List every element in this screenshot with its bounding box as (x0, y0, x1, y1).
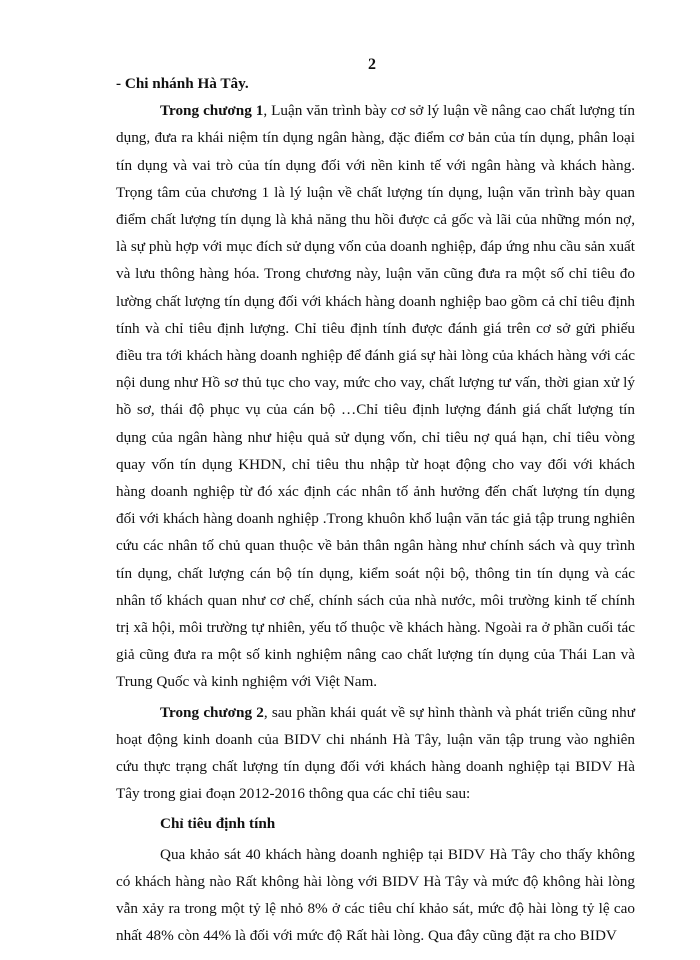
paragraph-survey: Qua khảo sát 40 khách hàng doanh nghiệp tại BIDV Hà Tây cho thấy không có khách hàng nào Rất không hài lòng với BIDV Hà Tây và mức độ không hài lòng vẫn xảy ra trong một tỷ lệ nhỏ 8% ở các tiêu chí khảo sát, mức độ hài lòng tỷ lệ cao nhất 48% còn 44% là đối với mức độ Rất hài lòng. Qua đây cũng đặt ra cho BIDV (116, 845, 635, 945)
chapter-2-lead: Trong chương 2 (160, 703, 264, 721)
paragraph-chapter-2 (116, 699, 635, 808)
chapter-1-lead: Trong chương 1 (160, 102, 264, 120)
branch-line: - Chi nhánh Hà Tây. (116, 75, 249, 92)
chapter-2-text: , sau phần khái quát về sự hình thành và phát triển cũng như hoạt động kinh doanh của BIDV chi nhánh Hà Tây, luận văn tập trung vào nghiên cứu thực trạng chất lượng tín dụng đối với khách hàng doanh nghiệp tại BIDV Hà Tây trong giai đoạn 2012-2016 thông qua các chỉ tiêu sau: (116, 703, 635, 803)
paragraph-chapter-1 (116, 97, 635, 695)
heading-qualitative-indicators: Chỉ tiêu định tính (160, 815, 276, 833)
document-body (116, 70, 635, 950)
page-number: 2 (368, 56, 376, 73)
chapter-1-text: , Luận văn trình bày cơ sở lý luận về nâng cao chất lượng tín dụng, đưa ra khái niệm tín dụng ngân hàng, đặc điểm cơ bản của tín dụng, phân loại tín dụng và vai trò của tín dụng đối với nền kinh tế với ngân hàng và khách hàng. Trọng tâm của chương 1 là lý luận về chất lượng tín dụng, luận văn trình bày quan điểm chất lượng tín dụng là khả năng thu hồi được cả gốc và lãi của những món nợ, là sự phù hợp với mục đích sử dụng vốn của doanh nghiệp, đáp ứng nhu cầu sản xuất và lưu thông hàng hóa. Trong chương này, luận văn cũng đưa ra một số chỉ tiêu đo lường chất lượng tín dụng đối với khách hàng doanh nghiệp bao gồm cả chỉ tiêu định tính và chỉ tiêu định lượng. Chỉ tiêu định tính được đánh giá trên cơ sở gửi phiếu điều tra tới khách hàng doanh nghiệp để đánh giá sự hài lòng của khách hàng với các nội dung như Hồ sơ thủ tục cho vay, mức cho vay, chất lượng tư vấn, thời gian xử lý hồ sơ, thái độ phục vụ của cán bộ …Chỉ tiêu định lượng đánh giá chất lượng tín dụng của ngân hàng như hiệu quả sử dụng vốn, chỉ tiêu nợ quá hạn, chỉ tiêu vòng quay vốn tín dụng KHDN, chỉ tiêu thu nhập từ hoạt động cho vay đối với khách hàng doanh nghiệp từ đó xác định các nhân tố ảnh hưởng đến chất lượng tín dụng đối với khách hàng doanh nghiệp .Trong khuôn khổ luận văn tác giả tập trung nghiên cứu các nhân tố chủ quan thuộc về bản thân ngân hàng như chính sách và quy trình tín dụng, chất lượng cán bộ tín dụng, kiểm soát nội bộ, thông tin tín dụng và các nhân tố khách quan như cơ chế, chính sách của nhà nước, môi trường kinh tế chính trị xã hội, môi trường tự nhiên, yếu tố thuộc về khách hàng. Ngoài ra ở phần cuối tác giả cũng đưa ra một số kinh nghiệm nâng cao chất lượng tín dụng của Thái Lan và Trung Quốc và kinh nghiệm với Việt Nam. (116, 102, 635, 691)
